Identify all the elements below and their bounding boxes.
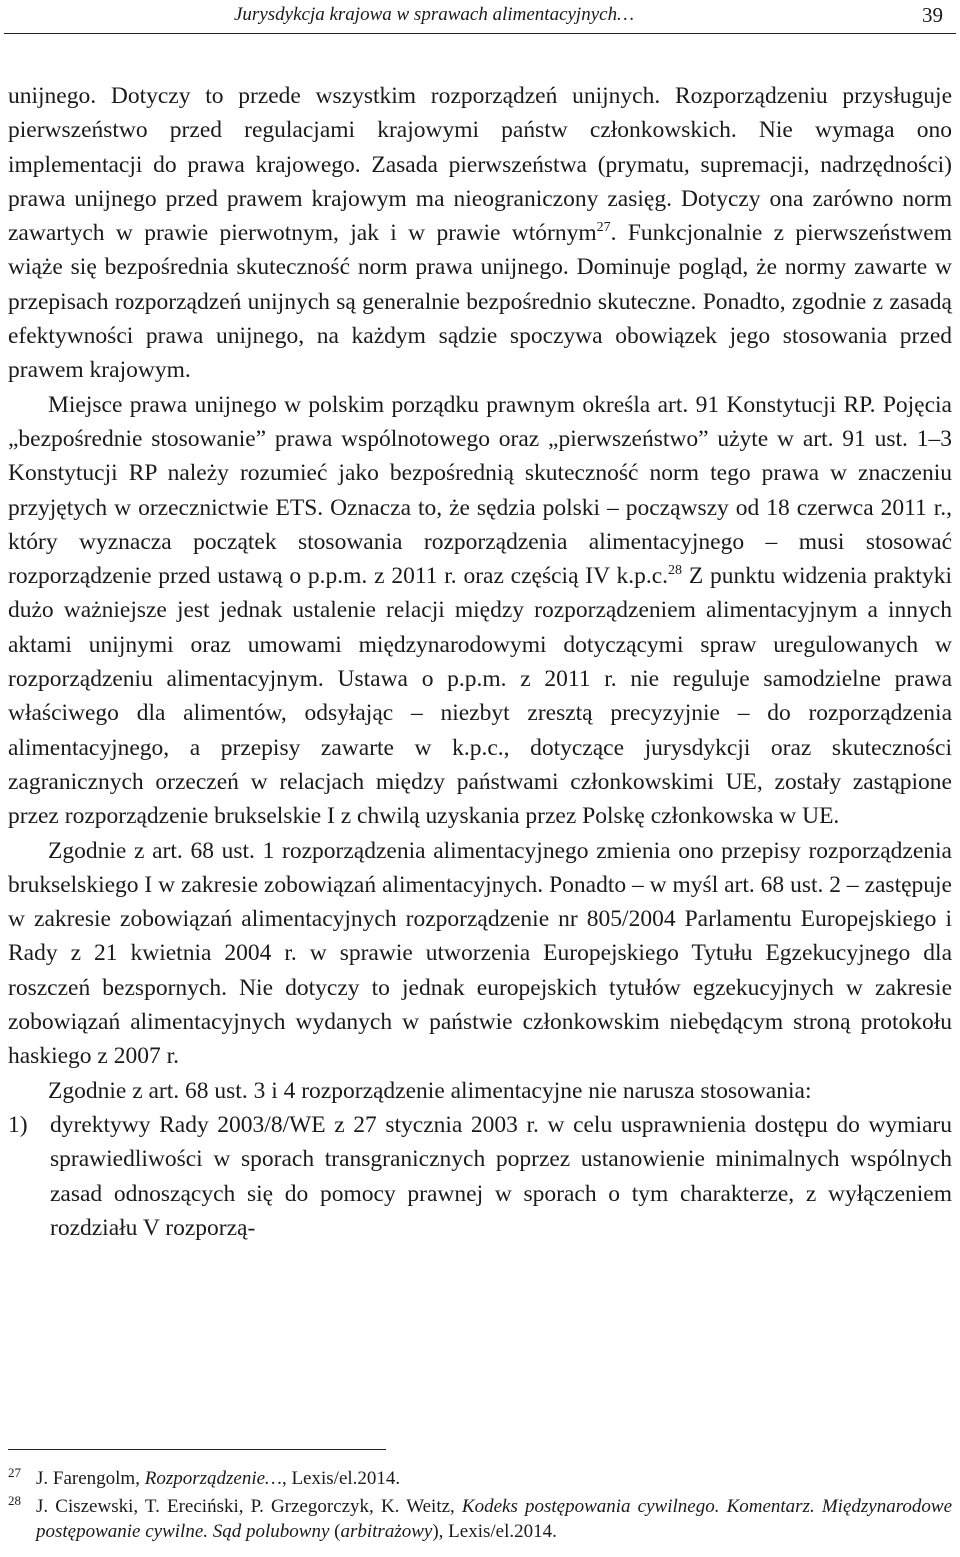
paragraph-2-text-a: Miejsce prawa unijnego w polskim porządku prawnym określa art. 91 Konstytucji RP. Pojęcia „bezpośrednie stosowanie” prawa wspólnotowego oraz „pierwszeństwo” użyte w art. 91 ust. 1–3 Konstytucji RP należy rozumieć jako bezpośrednią skuteczność norm tego prawa w znaczeniu przyjętych w orzecznictwie ETS. Oznacza to, że sędzia polski – począwszy od 18 czerwca 2011 r., który wyznacza początek stosowania rozporządzenia alimentacyjnego – musi stosować rozporządzenie przed ustawą o p.p.m. z 2011 r. oraz częścią IV k.p.c. xyxy=(8,391,952,590)
paragraph-3: Zgodnie z art. 68 ust. 1 rozporządzenia alimentacyjnego zmienia ono przepisy rozporządzenia brukselskiego I w zakresie zobowiązań alimentacyjnych. Ponadto – w myśl art. 68 ust. 2 – zastępuje w zakresie zobowiązań alimentacyjnych rozporządzenie nr 805/2004 Parlamentu Europejskiego i Rady z 21 kwietnia 2004 r. w sprawie utworzenia Europejskiego Tytułu Egzekucyjnego dla roszczeń bezspornych. Nie dotyczy to jednak europejskich tytułów egzekucyjnych w zakresie zobowiązań alimentacyjnych wydanych w państwie członkowskim niebędącym stroną protokołu haskiego z 2007 r. xyxy=(8,837,952,1070)
footnote-number: 27 xyxy=(8,1465,21,1480)
header-rule xyxy=(4,33,956,34)
footnote-text: J. Ciszewski, T. Ereciński, P. Grzegorczyk, K. Weitz, xyxy=(36,1496,462,1517)
paragraph-1-text-b: . Funkcjonalnie z pierwszeństwem wiąże się bezpośrednia skuteczność norm prawa unijnego. Dominuje pogląd, że normy zawarte w przepisach rozporządzeń unijnych są generalnie bezpośrednio skuteczne. Ponadto, zgodnie z zasadą efektywności prawa unijnego, na każdym sądzie spoczywa obowiązek jego stosowania przed prawem krajowym. xyxy=(8,220,952,384)
footnote-ref-28: 28 xyxy=(668,563,683,579)
main-text xyxy=(8,79,952,1245)
footnote-italic-title: Rozporządzenie… xyxy=(144,1468,282,1489)
paragraph-2-text-b: Z punktu widzenia praktyki dużo ważniejsze jest jednak ustalenie relacji między rozporządzeniem alimentacyjnym a innych aktami unijnymi oraz umowami międzynarodowymi dotyczącymi spraw uregulowanych w rozporządzeniu alimentacyjnym. Ustawa o p.p.m. z 2011 r. nie reguluje samodzielne prawa właściwego dla alimentów, odsyłając – niezbyt zresztą precyzyjnie – do rozporządzenia alimentacyjnego, a przepisy zawarte w k.p.c., dotyczące jurysdykcji oraz skuteczności zagranicznych orzeczeń w relacjach między państwami członkowskimi UE, zostały zastąpione przez rozporządzenie brukselskie I z chwilą uzyskania przez Polskę członkowska w UE. xyxy=(8,563,952,830)
footnote-ref-27: 27 xyxy=(596,220,611,236)
list-item xyxy=(8,1108,952,1245)
paragraph-1 xyxy=(8,79,952,388)
paragraph-4: Zgodnie z art. 68 ust. 3 i 4 rozporządzenie alimentacyjne nie narusza stosowania: xyxy=(48,1077,812,1104)
paragraph-2 xyxy=(8,388,952,834)
page-number: 39 xyxy=(922,3,943,27)
footnote-number: 28 xyxy=(8,1493,21,1508)
paragraph-1-text-a: unijnego. Dotyczy to przede wszystkim rozporządzeń unijnych. Rozporządzeniu przysługuje pierwszeństwo przed regulacjami krajowymi państw członkowskich. Nie wymaga ono implementacji do prawa krajowego. Zasada pierwszeństwa (prymatu, supremacji, nadrzędności) prawa unijnego przed prawem krajowym ma nieograniczony zasięg. Dotyczy ona zarówno norm zawartych w prawie pierwotnym, jak i w prawie wtórnym xyxy=(8,83,952,247)
footnote-text: J. Farengolm, xyxy=(36,1468,145,1489)
footnote-text: ), Lexis/el.2014. xyxy=(432,1521,557,1542)
list-item-text: dyrektywy Rady 2003/8/WE z 27 stycznia 2003 r. w celu usprawnienia dostępu do wymiaru sprawiedliwości w sporach transgranicznych poprzez ustanowienie minimalnych wspólnych zasad odnoszących się do pomocy prawnej w sporach o tym charakterze, z wyłączeniem rozdziału V rozporzą- xyxy=(50,1111,952,1241)
footnote-italic-title: Kodeks postępowania cywilnego. Komentarz. Międzynarodowe postępowanie cywilne. Sąd polubowny xyxy=(36,1496,953,1542)
footnote-28 xyxy=(8,1494,952,1544)
footnote-text: , Lexis/el.2014. xyxy=(281,1468,401,1489)
footnotes xyxy=(8,1466,952,1547)
footnote-italic-title: arbitrażowy xyxy=(340,1521,433,1542)
running-header-title: Jurysdykcja krajowa w sprawach alimentacyjnych… xyxy=(234,4,634,25)
list-item-number: 1) xyxy=(8,1111,28,1138)
footnote-text: ( xyxy=(329,1521,341,1542)
running-header xyxy=(0,0,960,36)
footnote-27 xyxy=(8,1466,952,1491)
footnote-separator xyxy=(8,1449,386,1450)
